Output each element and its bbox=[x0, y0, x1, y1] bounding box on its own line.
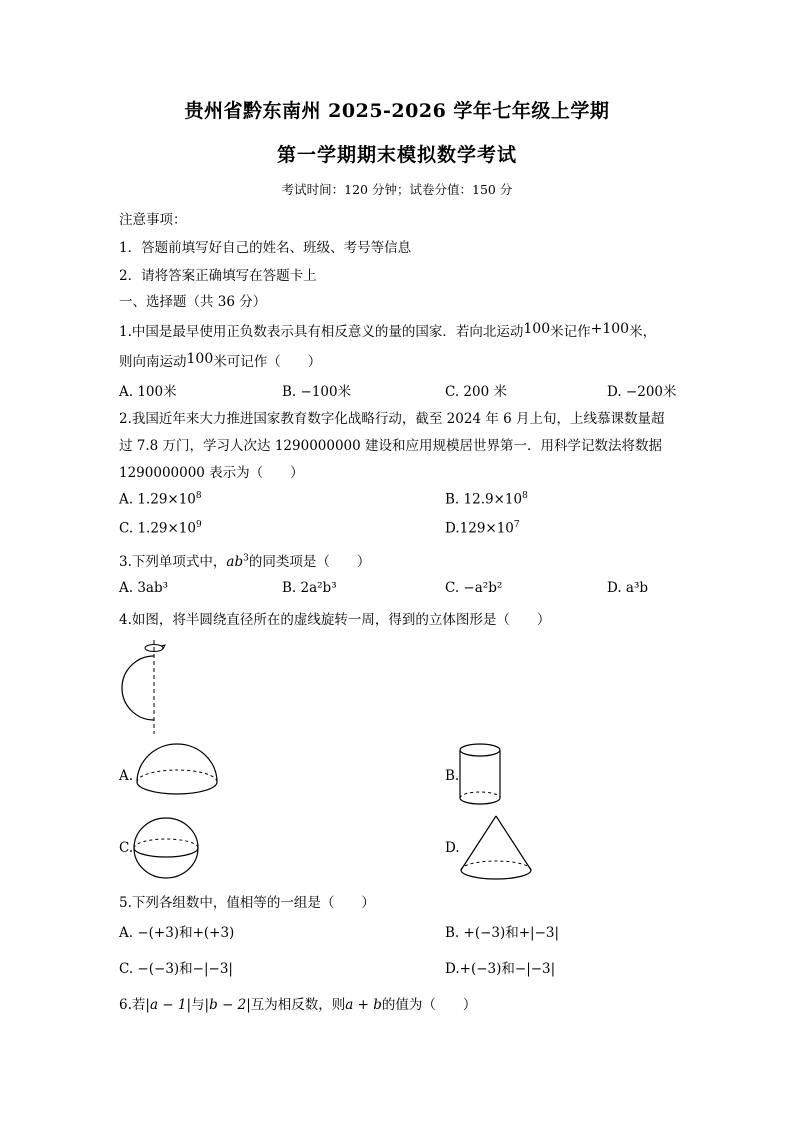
q1-option-a: A. 100米 bbox=[119, 384, 177, 400]
notes-heading: 注意事项： bbox=[119, 212, 187, 228]
q1-option-d: D. −200米 bbox=[607, 384, 677, 400]
q4-option-a-label: A. bbox=[119, 768, 134, 784]
title-line-2: 第一学期期末模拟数学考试 bbox=[276, 144, 517, 166]
question-1-line-1: 1.中国是最早使用正负数表示具有相反意义的量的国家．若向北运动100米记作+100米， bbox=[119, 321, 657, 340]
q3-option-b: B. 2a²b³ bbox=[282, 580, 337, 596]
question-3: 3.下列单项式中，$ab^3$的同类项是（ ） bbox=[119, 553, 371, 570]
exam-info: 考试时间：120 分钟；试卷分值：150 分 bbox=[281, 182, 513, 197]
q2-option-c: C. $1.29\times 10^9$ bbox=[119, 520, 202, 537]
q1-num-3: 100 bbox=[186, 351, 214, 367]
q5-option-d: D.+(−3)和−|−3| bbox=[445, 961, 556, 977]
question-2-line-1: 2.我国近年来大力推进国家教育数字化战略行动，截至 2024 年 6 月上旬，上线慕课数量超 bbox=[119, 411, 665, 427]
semicircle-rotation-figure bbox=[112, 638, 182, 738]
hemisphere-figure bbox=[132, 740, 222, 800]
q5-option-a: A. −(+3)和+(+3) bbox=[119, 925, 235, 941]
q5-option-b: B. +(−3)和+|−3| bbox=[445, 925, 560, 941]
q2-option-a: A. $1.29\times 10^8$ bbox=[119, 491, 202, 508]
q2-option-b: B. $12.9\times 10^8$ bbox=[445, 491, 528, 508]
q3-option-d: D. a³b bbox=[607, 580, 649, 596]
question-1-line-2: 则向南运动100米可记作（ ） bbox=[119, 351, 322, 370]
section-heading: 一、选择题（共 36 分） bbox=[119, 294, 267, 310]
q3-option-a: A. 3ab³ bbox=[119, 580, 169, 596]
note-item-2: 2．请将答案正确填写在答题卡上 bbox=[119, 268, 317, 284]
note-item-1: 1．答题前填写好自己的姓名、班级、考号等信息 bbox=[119, 240, 412, 256]
cone-figure bbox=[456, 812, 536, 882]
q5-option-c: C. −(−3)和−|−3| bbox=[119, 961, 233, 977]
q1-option-b: B. −100米 bbox=[282, 384, 352, 400]
question-5: 5.下列各组数中，值相等的一组是（ ） bbox=[119, 895, 375, 911]
question-4: 4.如图，将半圆绕直径所在的虚线旋转一周，得到的立体图形是（ ） bbox=[119, 612, 551, 628]
sphere-figure bbox=[130, 815, 202, 881]
q1-num-1: 100 bbox=[523, 321, 551, 337]
question-2-line-3: 1290000000 表示为（ ） bbox=[119, 465, 304, 481]
cylinder-figure bbox=[455, 742, 505, 808]
q4-option-b-label: B. bbox=[445, 768, 460, 784]
q4-option-c-label: C. bbox=[119, 840, 134, 856]
question-2-line-2: 过 7.8 万门，学习人次达 1290000000 建设和应用规模居世界第一．用科学记数法将数据 bbox=[119, 438, 663, 454]
q1-option-c: C. 200 米 bbox=[445, 384, 507, 400]
q4-option-d-label: D. bbox=[445, 840, 460, 856]
question-6: 6.若|a − 1|与|b − 2|互为相反数，则a + b的值为（ ） bbox=[119, 997, 477, 1013]
q2-option-d: $D.129\times 10^7$ bbox=[445, 520, 520, 537]
title-line-1: 贵州省黔东南州 2025-2026 学年七年级上学期 bbox=[184, 100, 610, 122]
q1-num-2: +100 bbox=[590, 321, 630, 337]
q3-option-c: C. −a²b² bbox=[445, 580, 503, 596]
